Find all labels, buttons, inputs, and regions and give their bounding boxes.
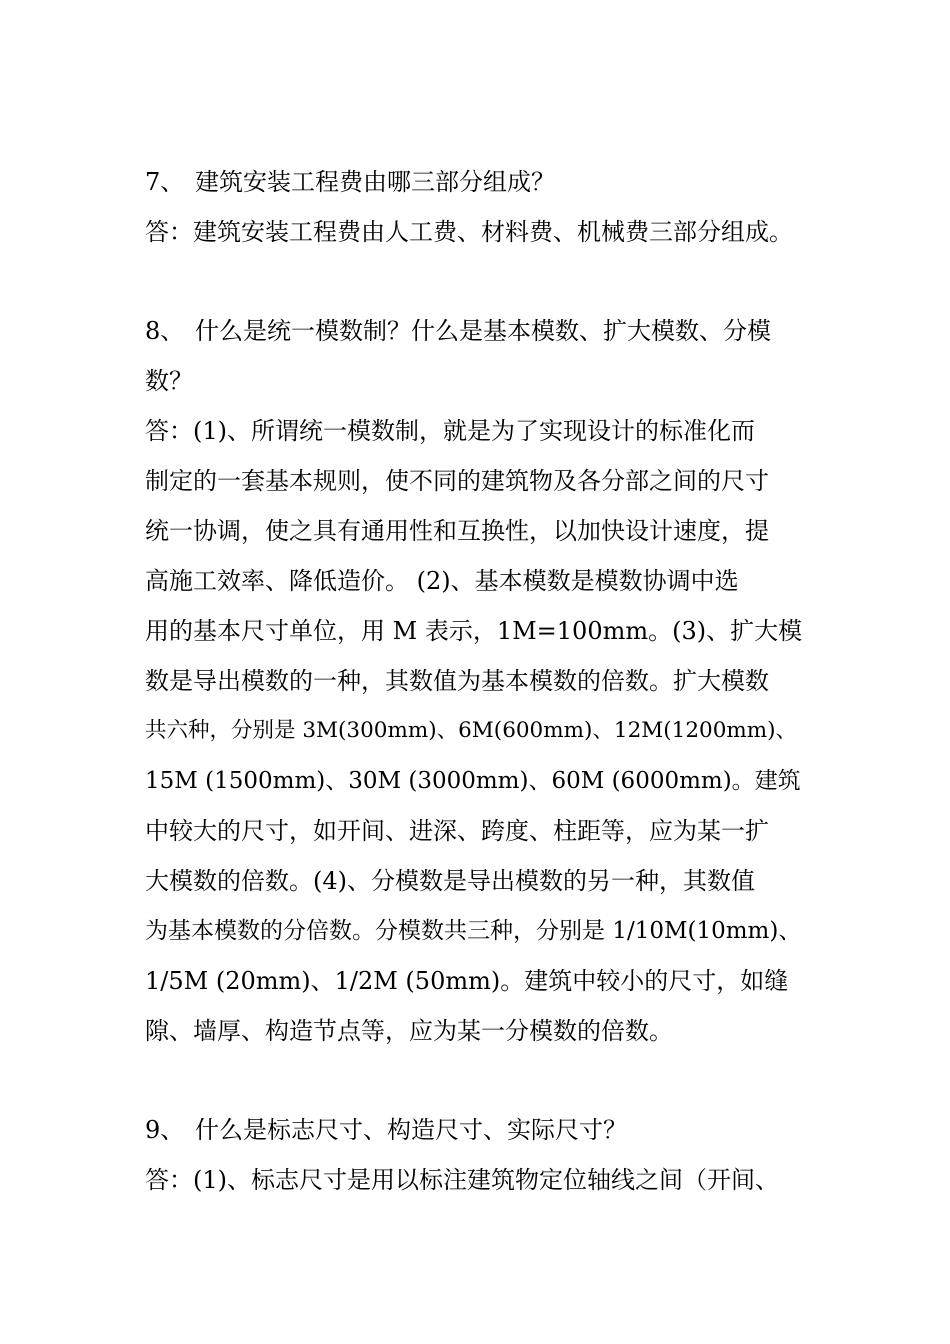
answer-8-line-8: 15M (1500mm)、30M (3000mm)、60M (6000mm)。建筑: [145, 768, 801, 794]
question-8-text: 什么是统一模数制？什么是基本模数、扩大模数、分模: [195, 317, 771, 345]
answer-8-line-2: 制定的一套基本规则，使不同的建筑物及各分部之间的尺寸: [145, 467, 769, 495]
question-8-number: 8、: [145, 317, 185, 345]
question-7: [145, 164, 809, 200]
question-7-text: 建筑安装工程费由哪三部分组成？: [195, 168, 555, 196]
answer-8-line-10: 大模数的倍数。(4)、分模数是导出模数的另一种，其数值: [145, 867, 755, 895]
answer-8-line-12: 1/5M (20mm)、1/2M (50mm)。建筑中较小的尺寸，如缝: [145, 967, 789, 995]
answer-8-line-3: 统一协调，使之具有通用性和互换性，以加快设计速度，提: [145, 517, 769, 545]
question-9: [145, 1112, 809, 1148]
answer-8-line-6: 数是导出模数的一种，其数值为基本模数的倍数。扩大模数: [145, 667, 769, 695]
question-7-number: 7、: [145, 168, 185, 196]
document-page: [145, 0, 809, 1344]
answer-8-line-5: 用的基本尺寸单位，用 M 表示，1M=100mm。(3)、扩大模: [145, 617, 803, 645]
answer-8-line-1: 答：(1)、所谓统一模数制，就是为了实现设计的标准化而: [145, 417, 755, 445]
question-9-number: 9、: [145, 1116, 185, 1144]
answer-9-line-1: 答：(1)、标志尺寸是用以标注建筑物定位轴线之间（开间、: [145, 1166, 779, 1194]
answer-7-line-1: 答：建筑安装工程费由人工费、材料费、机械费三部分组成。: [145, 218, 793, 246]
answer-8-line-7: 共六种，分别是 3M(300mm)、6M(600mm)、12M(1200mm)、: [145, 718, 798, 743]
answer-8-line-11: 为基本模数的分倍数。分模数共三种，分别是 1/10M(10mm)、: [145, 918, 802, 944]
question-8-continuation: 数？: [145, 367, 193, 395]
question-8: [145, 313, 809, 349]
question-9-text: 什么是标志尺寸、构造尺寸、实际尺寸？: [195, 1116, 627, 1144]
answer-8-line-4: 高施工效率、降低造价。 (2)、基本模数是模数协调中选: [145, 567, 739, 595]
answer-8-line-13: 隙、墙厚、构造节点等，应为某一分模数的倍数。: [145, 1017, 673, 1045]
answer-8-line-9: 中较大的尺寸，如开间、进深、跨度、柱距等，应为某一扩: [145, 817, 769, 845]
